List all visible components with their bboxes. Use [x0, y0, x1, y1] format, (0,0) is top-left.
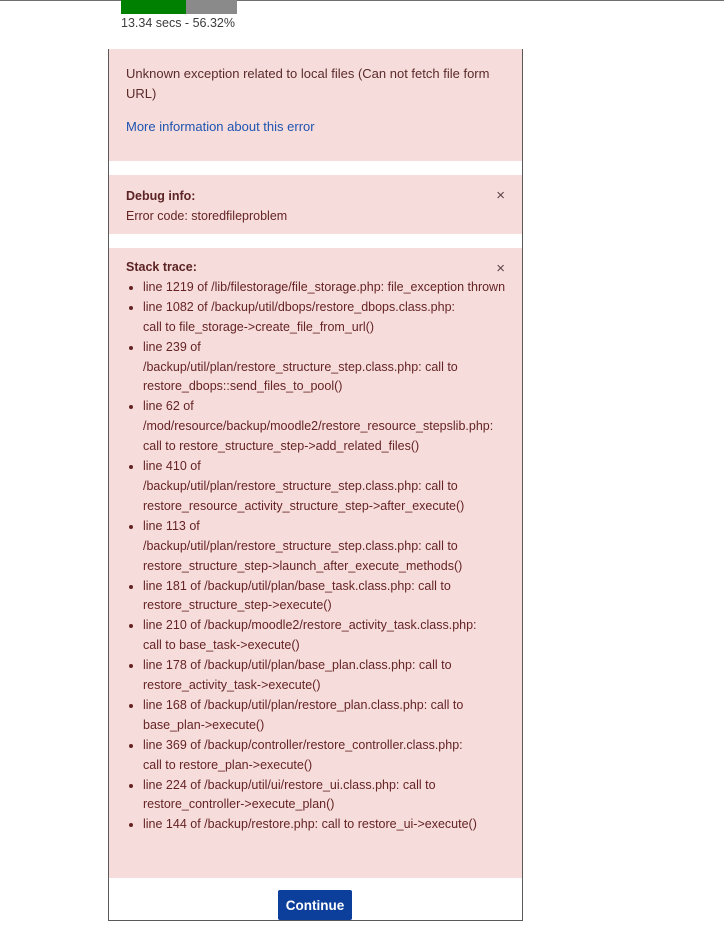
- list-item: • line 178 of /backup/util/plan/base_plan.class.php: call to restore_activity_task->execute(): [143, 656, 525, 696]
- debug-error-code: Error code: storedfileproblem: [126, 209, 288, 223]
- list-item: • line 168 of /backup/util/plan/restore_plan.class.php: call to base_plan->execute(): [143, 696, 525, 736]
- restore-error-container: [108, 49, 523, 921]
- debug-info-alert: [109, 175, 522, 234]
- continue-button[interactable]: Continue: [278, 890, 352, 920]
- list-item: • line 410 of /backup/util/plan/restore_structure_step.class.php: call to restore_resource_activity_structure_step->after_execute(): [143, 457, 525, 517]
- list-item: • line 113 of /backup/util/plan/restore_structure_step.class.php: call to restore_structure_step->launch_after_execute_methods(): [143, 517, 525, 577]
- debug-info-title: Debug info:: [126, 189, 196, 203]
- more-information-link[interactable]: More information about this error: [126, 119, 315, 134]
- error-alert: [109, 49, 522, 161]
- list-item: • line 369 of /backup/controller/restore_controller.class.php: call to restore_plan->execute(): [143, 736, 525, 776]
- list-item: • line 181 of /backup/util/plan/base_task.class.php: call to restore_structure_step->execute(): [143, 577, 525, 617]
- error-message: Unknown exception related to local files (Can not fetch file form URL): [126, 66, 490, 101]
- stack-trace-alert: [109, 248, 522, 878]
- list-item: • line 224 of /backup/util/ui/restore_ui.class.php: call to restore_controller->execute_plan(): [143, 776, 525, 816]
- progress-bar: [121, 0, 237, 14]
- progress-bar-fill: [121, 0, 186, 14]
- close-icon[interactable]: ×: [496, 260, 505, 277]
- list-item: • line 1082 of /backup/util/dbops/restore_dbops.class.php: call to file_storage->create_file_from_url(): [143, 298, 525, 338]
- close-icon[interactable]: ×: [496, 187, 505, 204]
- stack-trace-list: [126, 278, 525, 835]
- list-item: • line 62 of /mod/resource/backup/moodle2/restore_resource_stepslib.php: call to restore_structure_step->add_related_files(): [143, 397, 525, 457]
- list-item: • line 239 of /backup/util/plan/restore_structure_step.class.php: call to restore_dbops::send_files_to_pool(): [143, 338, 525, 398]
- list-item: • line 144 of /backup/restore.php: call to restore_ui->execute(): [143, 815, 525, 835]
- progress-label: 13.34 secs - 56.32%: [121, 16, 235, 30]
- top-divider: [0, 0, 724, 1]
- list-item: • line 210 of /backup/moodle2/restore_activity_task.class.php: call to base_task->execute(): [143, 616, 525, 656]
- list-item: • line 1219 of /lib/filestorage/file_storage.php: file_exception thrown: [143, 278, 525, 298]
- stack-trace-title: Stack trace:: [126, 260, 197, 274]
